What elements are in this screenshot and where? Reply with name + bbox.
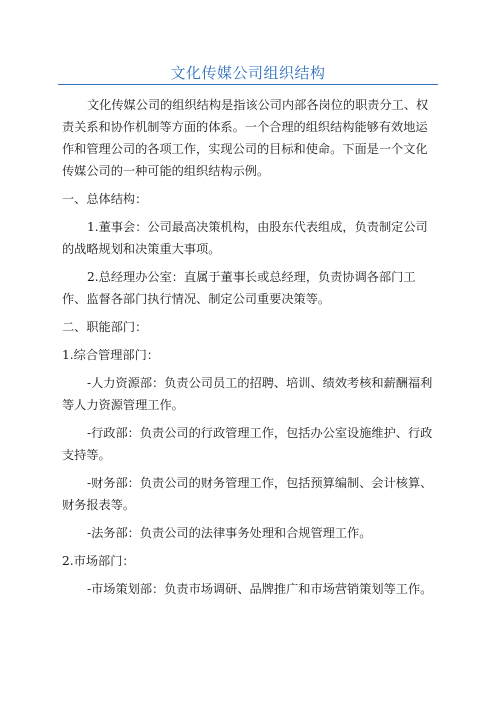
list-item-finance: -财务部：负责公司的财务管理工作，包括预算编制、会计核算、财务报表等。 (62, 476, 433, 512)
section-heading-departments: 二、职能部门： (62, 320, 148, 334)
intro-paragraph: 文化传媒公司的组织结构是指该公司内部各岗位的职责分工、权责关系和协作机制等方面的体系。一个合理的组织结构能够有效地运作和管理公司的各项工作，实现公司的目标和使命。下面是一个文化传媒公司的一种可能的组织结构示例。 (62, 98, 429, 178)
list-item-marketing: -市场策划部：负责市场调研、品牌推广和市场营销策划等工作。 (87, 582, 433, 596)
section-heading-overall: 一、总体结构： (62, 192, 148, 206)
subsection-heading-market: 2.市场部门： (62, 554, 135, 568)
title-underline (58, 84, 438, 85)
list-item-gm-office: 2.总经理办公室：直属于董事长或总经理，负责协调各部门工作、监督各部门执行情况、制定公司重要决策等。 (62, 270, 416, 306)
list-item-admin: -行政部：负责公司的行政管理工作，包括办公室设施维护、行政支持等。 (62, 426, 433, 462)
document-body (62, 94, 438, 606)
subsection-heading-admin: 1.综合管理部门： (62, 348, 159, 362)
list-item-board: 1.董事会：公司最高决策机构，由股东代表组成，负责制定公司的战略规划和决策重大事项。 (62, 220, 428, 256)
list-item-legal: -法务部：负责公司的法律事务处理和合规管理工作。 (87, 526, 372, 540)
document-title: 文化传媒公司组织结构 (170, 64, 326, 82)
list-item-hr: -人力资源部：负责公司员工的招聘、培训、绩效考核和薪酬福利等人力资源管理工作。 (62, 376, 433, 412)
